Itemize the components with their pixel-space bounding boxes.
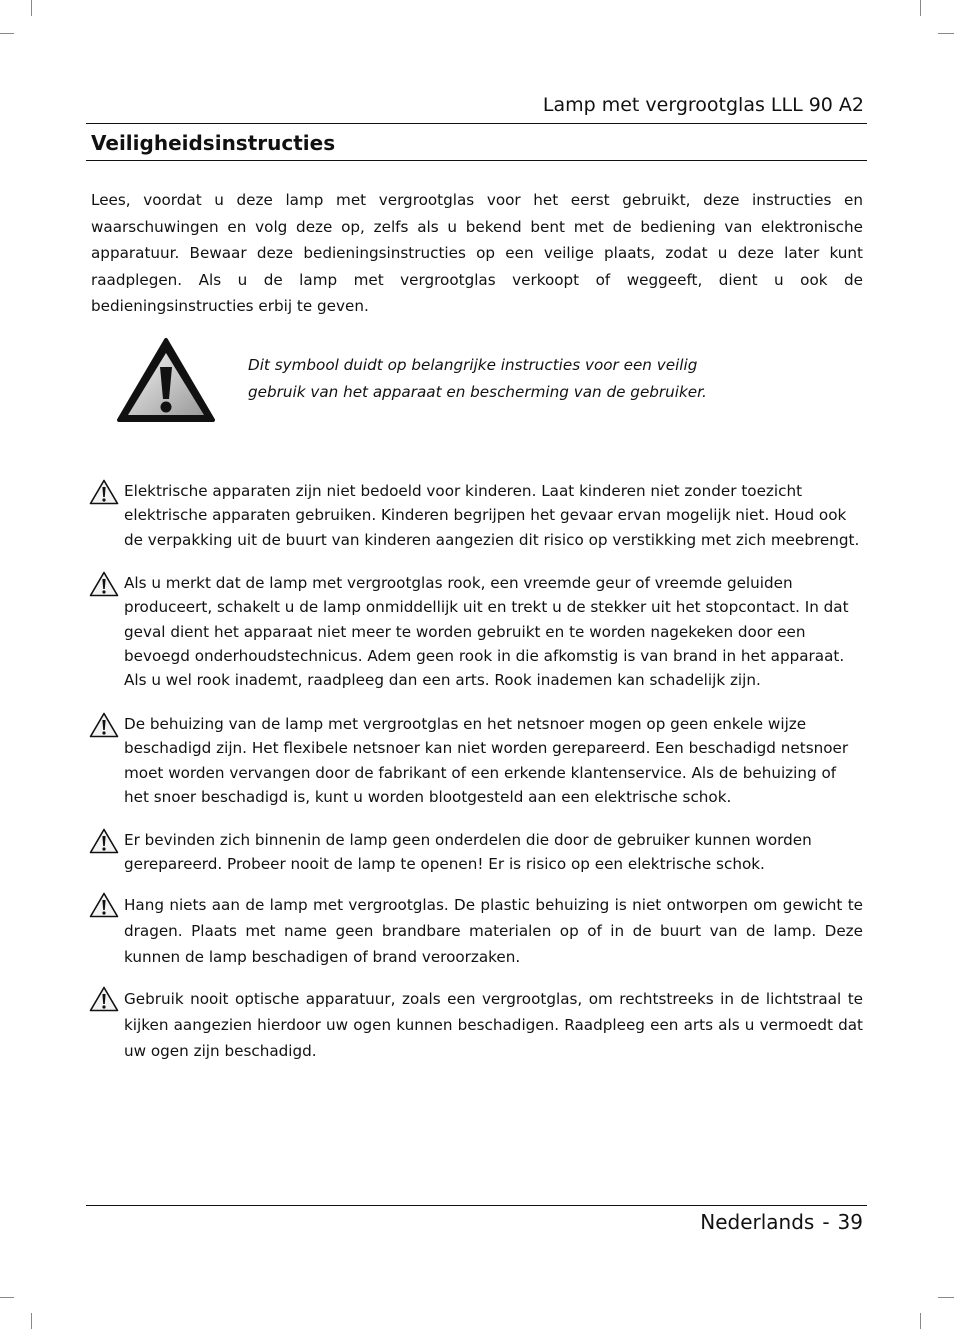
warning-text: Er bevinden zich binnenin de lamp geen onderdelen die door de gebruiker kunnen worden gerepareerd. Probeer nooit de lamp te openen! Er is risico op een elektrische schok.: [124, 831, 812, 874]
warning-item-no-hanging: [89, 892, 863, 970]
crop-mark: [920, 0, 921, 16]
warning-item-optical: [89, 986, 863, 1064]
warning-item-children: [89, 479, 863, 552]
crop-mark: [938, 1297, 954, 1298]
warning-triangle-icon: [89, 828, 119, 854]
section-title: Veiligheidsinstructies: [91, 131, 336, 155]
crop-mark: [938, 33, 954, 34]
header-title: Lamp met vergrootglas LLL 90 A2: [542, 94, 864, 116]
warning-text: Elektrische apparaten zijn niet bedoeld voor kinderen. Laat kinderen niet zonder toezicht elektrische apparaten gebruiken. Kinderen begrijpen het gevaar ervan mogelijk niet. Houd ook de verpakking uit de buurt van kinderen aangezien dit risico op verstikking met zich meebrengt.: [124, 482, 860, 549]
page-number: 39: [837, 1210, 863, 1234]
warning-triangle-icon: [89, 571, 119, 597]
crop-mark: [31, 0, 32, 16]
footer-language: Nederlands: [700, 1210, 815, 1234]
symbol-explanation-line-1: Dit symbool duidt op belangrijke instructies voor een veilig: [248, 356, 698, 374]
warning-item-power-cord: [89, 712, 863, 809]
symbol-explanation: [248, 352, 718, 406]
warning-text: De behuizing van de lamp met vergrootglas en het netsnoer mogen op geen enkele wijze beschadigd zijn. Het flexibele netsnoer kan niet worden gerepareerd. Een beschadigd netsnoer moet worden vervangen door de fabrikant of een erkende klantenservice. Als de behuizing of het snoer beschadigd is, kunt u worden blootgesteld aan een elektrische schok.: [124, 715, 849, 806]
warning-triangle-icon: [89, 986, 119, 1012]
warning-item-no-user-parts: [89, 828, 863, 877]
warning-triangle-icon: [89, 712, 119, 738]
warning-item-smoke: [89, 571, 863, 692]
footer-separator: -: [822, 1210, 830, 1234]
warning-text: Hang niets aan de lamp met vergrootglas. De plastic behuizing is niet ontworpen om gewicht te dragen. Plaats met name geen brandbare materialen op of in de buurt van de lamp. Deze kunnen de lamp beschadigen of brand veroorzaken.: [124, 896, 863, 966]
warning-text: Als u merkt dat de lamp met vergrootglas rook, een vreemde geur of vreemde geluiden produceert, schakelt u de lamp onmiddellijk uit en trekt u de stekker uit het stopcontact. In dat geval dient het apparaat niet meer te worden gebruikt en te worden nagekeken door een bevoegd onderhoudstechnicus. Adem geen rook in die afkomstig is van brand in het apparaat. Als u wel rook inademt, raadpleeg dan een arts. Rook inademen kan schadelijk zijn.: [124, 574, 849, 690]
header-rule: [86, 123, 867, 124]
warning-text: Gebruik nooit optische apparatuur, zoals een vergrootglas, om rechtstreeks in de lichtstraal te kijken aangezien hierdoor uw ogen kunnen beschadigen. Raadpleeg een arts als u vermoedt dat uw ogen zijn beschadigd.: [124, 990, 863, 1060]
warning-triangle-icon: [89, 892, 119, 918]
footer-rule: [86, 1205, 867, 1206]
crop-mark: [0, 33, 14, 34]
warning-triangle-icon: [89, 479, 119, 505]
page-footer: [700, 1210, 863, 1234]
symbol-explanation-line-2: gebruik van het apparaat en bescherming van de gebruiker.: [248, 383, 707, 401]
warning-triangle-icon: [116, 337, 216, 423]
crop-mark: [31, 1313, 32, 1329]
crop-mark: [0, 1297, 14, 1298]
intro-paragraph: Lees, voordat u deze lamp met vergrootglas voor het eerst gebruikt, deze instructies en waarschuwingen en volg deze op, zelfs als u bekend bent met de bediening van elektronische apparatuur. Bewaar deze bedieningsinstructies op een veilige plaats, zodat u deze later kunt raadplegen. Als u de lamp met vergrootglas verkoopt of weggeeft, dient u ook de bedieningsinstructies erbij te geven.: [91, 191, 863, 315]
crop-mark: [920, 1313, 921, 1329]
section-title-rule: [86, 160, 867, 161]
